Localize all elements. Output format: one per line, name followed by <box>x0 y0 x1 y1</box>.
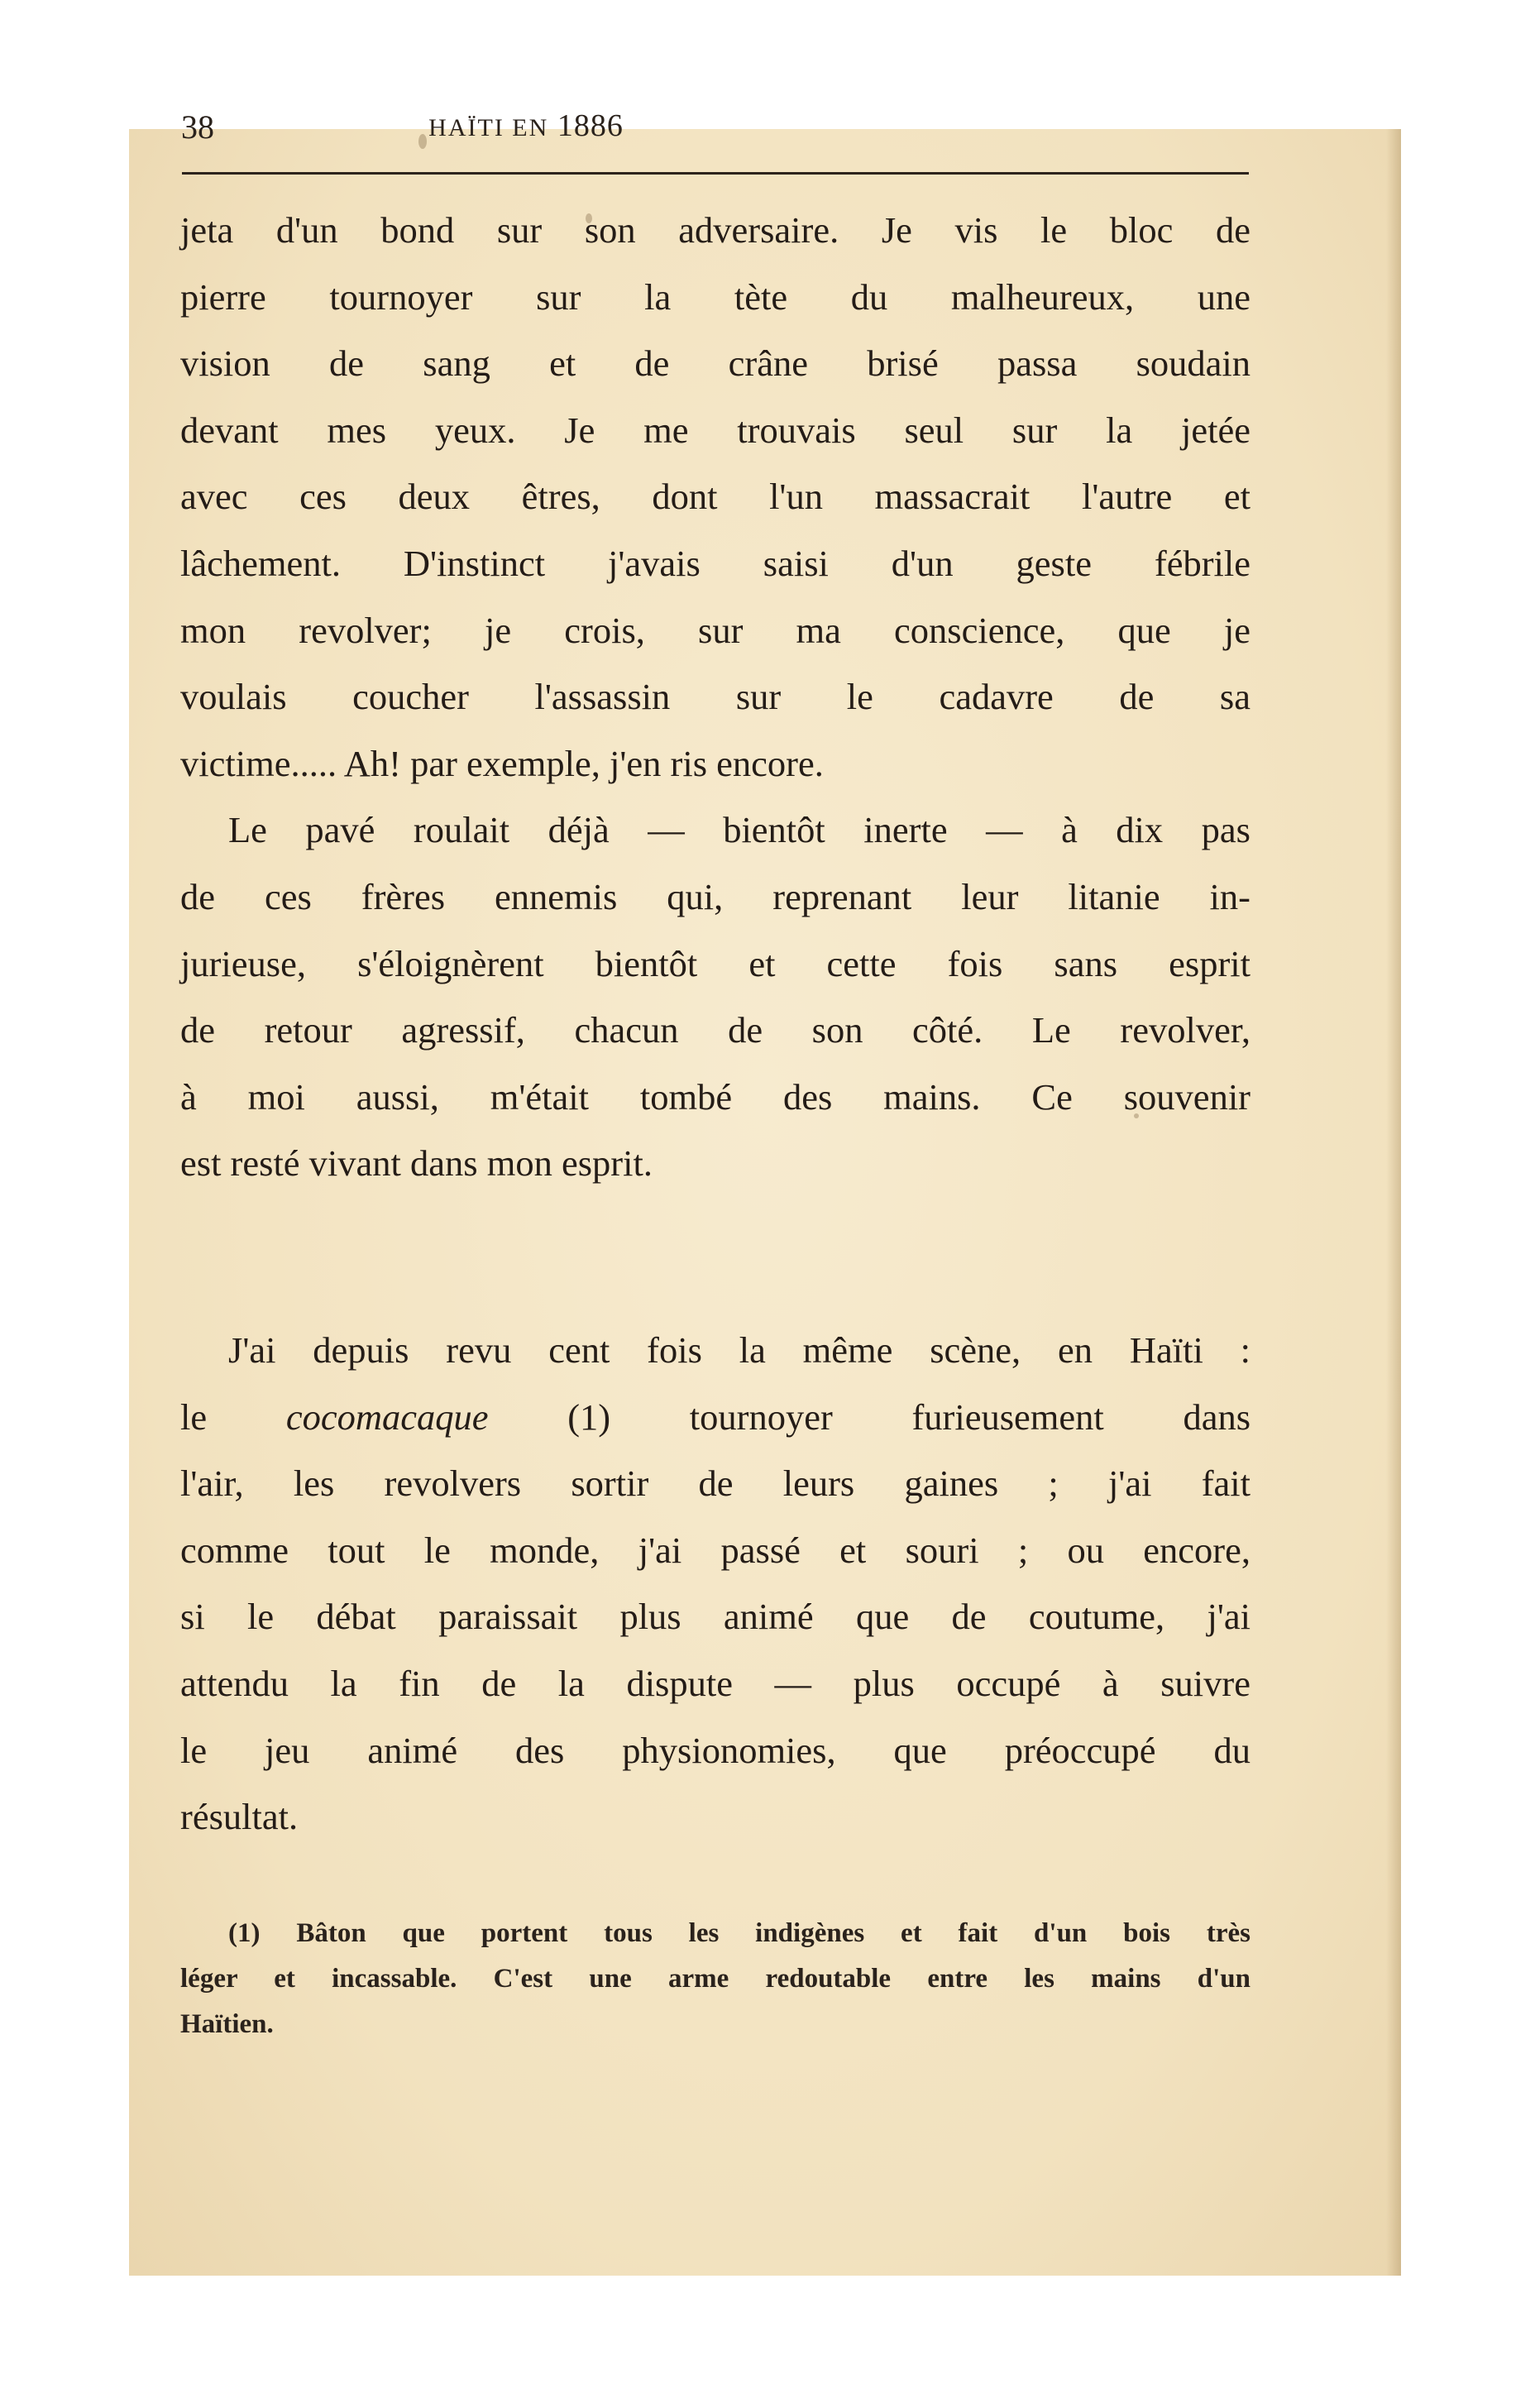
footnote-line: léger et incassable. C'est une arme redoutable entre les mains d'un <box>180 1964 1250 1994</box>
running-title <box>181 108 871 144</box>
text-line: le jeu animé des physionomies, que préoccupé du <box>180 1729 1250 1771</box>
text-line: jurieuse, s'éloignèrent bientôt et cette fois sans esprit <box>180 942 1250 984</box>
text-line: de retour agressif, chacun de son côté. Le revolver, <box>180 1009 1250 1051</box>
footnote-line: Haïtien. <box>180 2009 274 2039</box>
text-line: victime..... Ah! par exemple, j'en ris encore. <box>180 742 824 784</box>
running-title-prefix: HAÏTI EN <box>428 114 549 141</box>
italic-term: cocomacaque <box>285 1395 489 1438</box>
text-line: l'air, les revolvers sortir de leurs gaines ; j'ai fait <box>180 1463 1250 1505</box>
running-head <box>181 101 1248 159</box>
text-line: J'ai depuis revu cent fois la même scène, en Haïti : <box>228 1329 1250 1371</box>
header-rule <box>182 172 1249 175</box>
text-line: avec ces deux êtres, dont l'un massacrait l'autre et <box>180 476 1250 518</box>
text-line: devant mes yeux. Je me trouvais seul sur la jetée <box>180 409 1250 451</box>
text-line: voulais coucher l'assassin sur le cadavre de sa <box>180 676 1250 718</box>
text-line: lâchement. D'instinct j'avais saisi d'un geste fébrile <box>180 542 1250 584</box>
running-title-year: 1886 <box>557 108 624 143</box>
text-line: vision de sang et de crâne brisé passa soudain <box>180 342 1250 385</box>
footnote-line: (1) Bâton que portent tous les indigènes et fait d'un bois très <box>228 1918 1250 1948</box>
text-line: attendu la fin de la dispute — plus occupé à suivre <box>180 1662 1250 1704</box>
page-number: 38 <box>181 108 214 146</box>
text-line: Le pavé roulait déjà — bientôt inerte — à dix pas <box>228 809 1250 851</box>
text-line: comme tout le monde, j'ai passé et souri ; ou encore, <box>180 1529 1250 1571</box>
main-text-section-2 <box>180 1317 1250 1850</box>
main-text <box>180 197 1250 1197</box>
text-line-with-term <box>180 1384 1250 1451</box>
footnote <box>180 1911 1250 2047</box>
text-line: de ces frères ennemis qui, reprenant leur litanie in- <box>180 875 1250 917</box>
text-line: pierre tournoyer sur la tète du malheureux, une <box>180 275 1250 318</box>
page-edge-shadow <box>1386 129 1401 2276</box>
text-fragment: le <box>180 1395 208 1438</box>
text-line: jeta d'un bond sur son adversaire. Je vis le bloc de <box>180 209 1250 251</box>
text-line: mon revolver; je crois, sur ma conscience, que je <box>180 609 1250 651</box>
text-line: résultat. <box>180 1796 299 1838</box>
text-fragment: (1) tournoyer furieusement dans <box>567 1395 1251 1438</box>
text-line: est resté vivant dans mon esprit. <box>180 1142 653 1185</box>
text-line: si le débat paraissait plus animé que de coutume, j'ai <box>180 1596 1250 1638</box>
text-line: à moi aussi, m'était tombé des mains. Ce souvenir <box>180 1075 1250 1118</box>
